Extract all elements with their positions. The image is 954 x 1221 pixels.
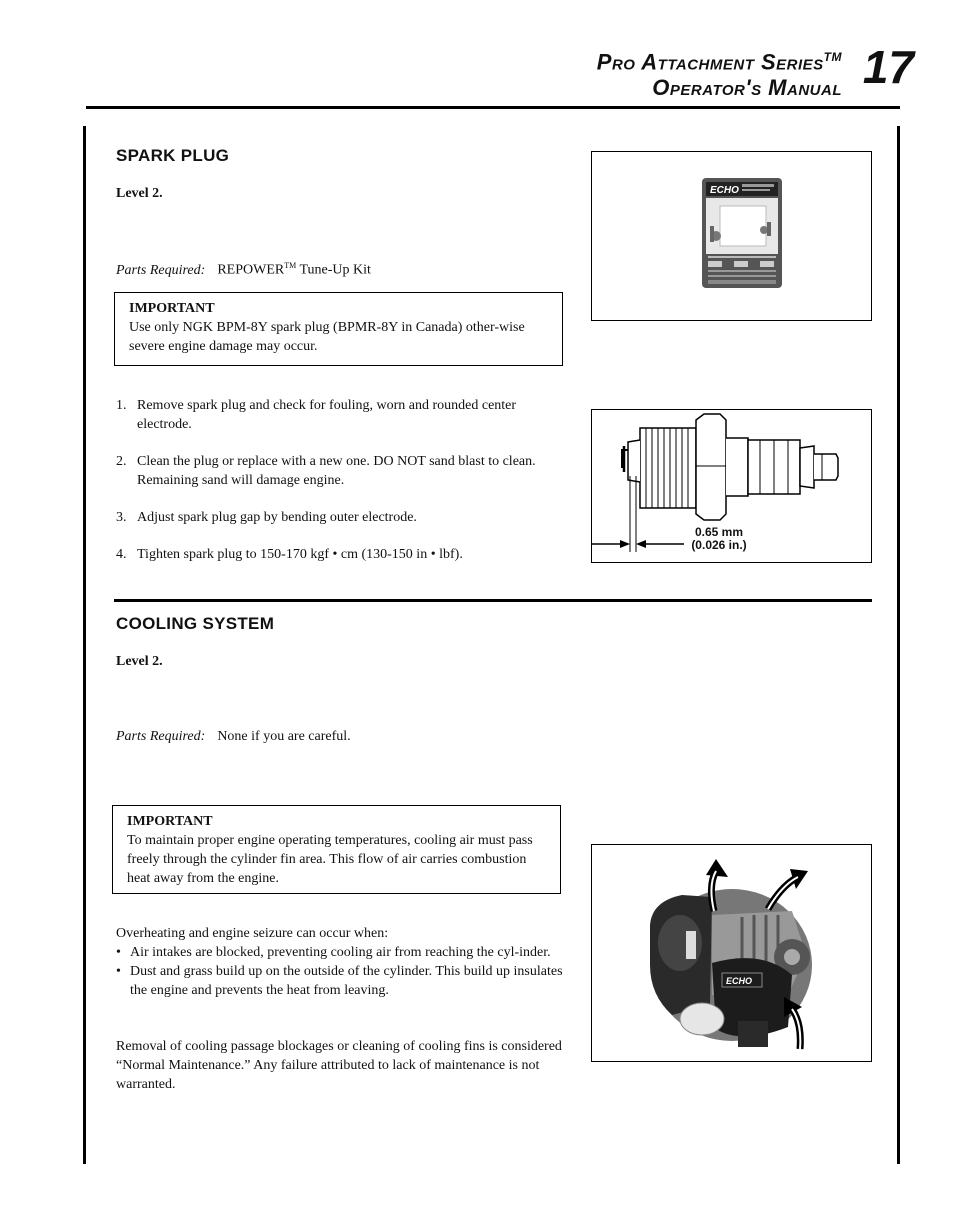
step-item bbox=[116, 396, 556, 434]
manual-title bbox=[597, 44, 842, 101]
spark-plug-parts bbox=[116, 261, 371, 279]
cooling-level: Level 2. bbox=[116, 654, 163, 669]
step-text: Tighten spark plug to 150-170 kgf • cm (130-150 in • lbf). bbox=[137, 547, 463, 562]
step-item bbox=[116, 452, 556, 490]
parts-value-2: Tune-Up Kit bbox=[296, 262, 371, 278]
page-number: 17 bbox=[862, 41, 914, 93]
header-rule bbox=[86, 106, 900, 109]
left-margin-rule bbox=[83, 126, 86, 1164]
overheating-intro: Overheating and engine seizure can occur when: bbox=[116, 926, 389, 941]
step-number: 1. bbox=[116, 398, 127, 413]
step-number: 3. bbox=[116, 510, 127, 525]
parts-value: None if you are careful. bbox=[217, 729, 351, 744]
spark-plug-level: Level 2. bbox=[116, 186, 163, 201]
trademark-mark: TM bbox=[823, 50, 842, 64]
important-title: IMPORTANT bbox=[129, 301, 215, 316]
gap-mm: 0.65 mm bbox=[694, 525, 744, 539]
important-text: To maintain proper engine operating temperatures, cooling air must pass freely through the cylinder fin area. This flow of air carries combustion heat away from the engine. bbox=[127, 833, 533, 886]
step-item bbox=[116, 508, 556, 527]
cooling-important-box bbox=[112, 805, 561, 894]
important-title: IMPORTANT bbox=[127, 814, 213, 829]
parts-label: Parts Required: bbox=[116, 729, 206, 744]
spark-plug-important-box bbox=[114, 292, 563, 366]
gap-in: (0.026 in.) bbox=[691, 538, 747, 552]
cooling-parts bbox=[116, 729, 351, 745]
right-margin-rule bbox=[897, 126, 900, 1164]
spark-plug-steps bbox=[116, 396, 556, 582]
engine-brand-logo: ECHO bbox=[726, 976, 753, 986]
title-line1: Pro Attachment Series bbox=[596, 49, 824, 75]
kit-brand-logo: ECHO bbox=[710, 185, 739, 196]
spark-plug-gap-figure bbox=[591, 409, 872, 563]
bullet-item: • Air intakes are blocked, preventing cooling air from reaching the cyl-inder. bbox=[116, 943, 566, 962]
title-line2: Operator's Manual bbox=[652, 75, 842, 101]
cooling-system-heading: COOLING SYSTEM bbox=[116, 614, 275, 633]
parts-tm: TM bbox=[284, 261, 297, 270]
engine-image bbox=[592, 845, 871, 1061]
step-number: 4. bbox=[116, 547, 127, 562]
tune-up-kit-figure bbox=[591, 151, 872, 321]
engine-cooling-figure bbox=[591, 844, 872, 1062]
maintenance-note: Removal of cooling passage blockages or cleaning of cooling fins is considered “Normal Maintenance.” Any failure attributed to lack of maintenance is not warranted. bbox=[116, 1039, 562, 1092]
tune-up-kit-image bbox=[592, 152, 871, 320]
step-text: Remove spark plug and check for fouling, worn and rounded center electrode. bbox=[137, 398, 517, 432]
parts-label: Parts Required: bbox=[116, 262, 206, 278]
step-text: Clean the plug or replace with a new one. DO NOT sand blast to clean. Remaining sand will damage engine. bbox=[137, 454, 536, 488]
parts-value: REPOWER bbox=[217, 262, 285, 278]
step-number: 2. bbox=[116, 454, 127, 469]
gap-measurement bbox=[684, 526, 754, 552]
section-divider bbox=[114, 599, 872, 602]
step-text: Adjust spark plug gap by bending outer electrode. bbox=[137, 510, 417, 525]
spark-plug-heading: SPARK PLUG bbox=[116, 146, 230, 165]
bullet-item: • Dust and grass build up on the outside of the cylinder. This build up insulates the engine and prevents the heat from leaving. bbox=[116, 962, 566, 1000]
important-text: Use only NGK BPM-8Y spark plug (BPMR-8Y in Canada) other-wise severe engine damage may occur. bbox=[129, 320, 525, 354]
cooling-overheating-text bbox=[116, 924, 566, 1000]
step-item bbox=[116, 545, 556, 564]
